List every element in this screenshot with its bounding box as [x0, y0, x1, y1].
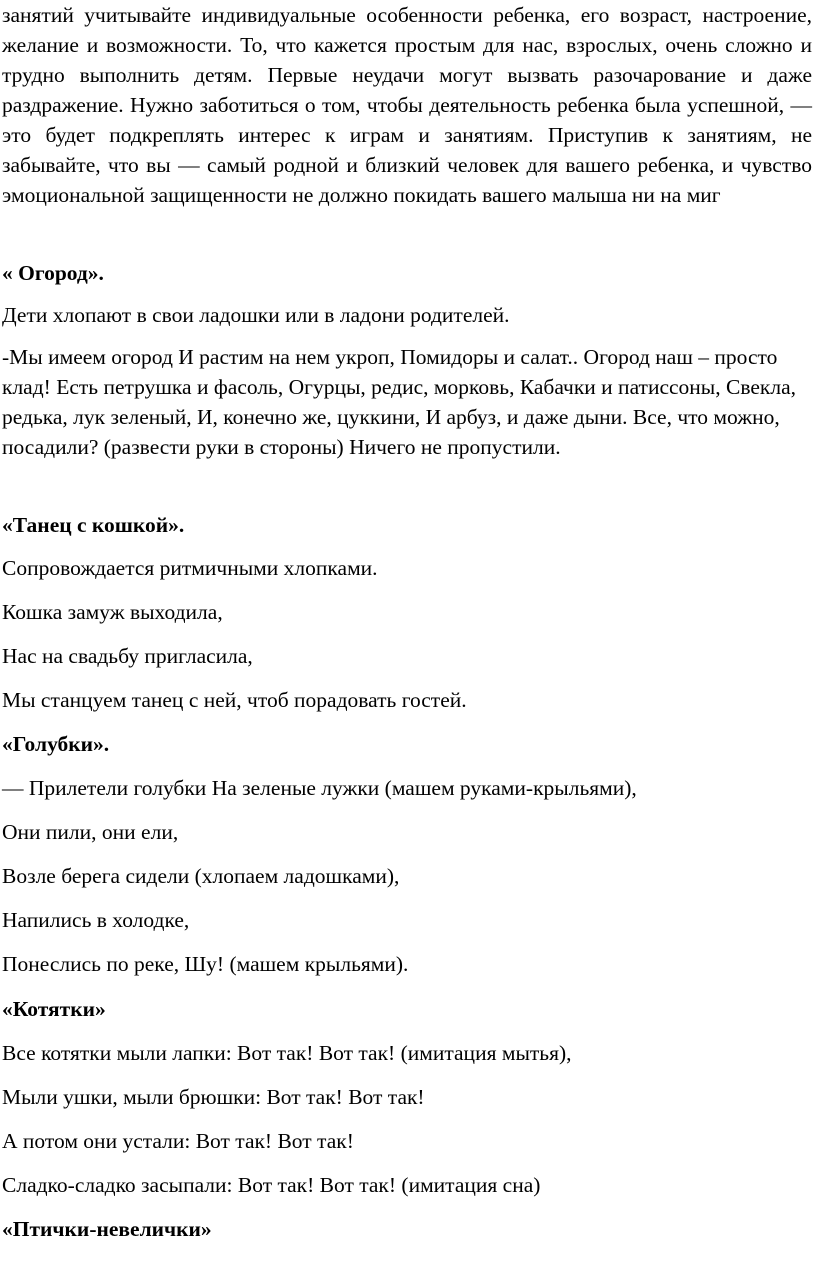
- heading-ogorod: « Огород».: [2, 261, 104, 285]
- ogorod-line-1: Дети хлопают в свои ладошки или в ладони родителей.: [2, 303, 510, 327]
- kotyatki-line-3: А потом они устали: Вот так! Вот так!: [2, 1129, 354, 1153]
- ogorod-text: -Мы имеем огород И растим на нем укроп, Помидоры и салат.. Огород наш – просто клад! Есть петрушка и фасоль, Огурцы, редис, морковь, Кабачки и патиссоны, Свекла, редька, лук зеленый, И, конечно же, цуккини, И арбуз, и даже дыни. Все, что можно, посадили? (развести руки в стороны) Ничего не пропустили.: [2, 345, 796, 459]
- heading-kotyatki: «Котятки»: [2, 997, 106, 1021]
- golubki-line-4: Напились в холодке,: [2, 908, 190, 932]
- tanets-line-3: Нас на свадьбу пригласила,: [2, 644, 253, 668]
- golubki-line-5: Понеслись по реке, Шу! (машем крыльями).: [2, 952, 409, 976]
- tanets-line-2: Кошка замуж выходила,: [2, 600, 223, 624]
- golubki-line-3: Возле берега сидели (хлопаем ладошками),: [2, 864, 400, 888]
- golubki-line-1: — Прилетели голубки На зеленые лужки (машем руками-крыльями),: [2, 776, 637, 800]
- intro-paragraph: занятий учитывайте индивидуальные особенности ребенка, его возраст, настроение, желание и возможности. То, что кажется простым для нас, взрослых, очень сложно и трудно выполнить детям. Первые неудачи могут вызвать разочарование и даже раздражение. Нужно заботиться о том, чтобы деятельность ребенка была успешной, — это будет подкреплять интерес к играм и занятиям. Приступив к занятиям, не забывайте, что вы — самый родной и близкий человек для вашего ребенка, и чувство эмоциональной защищенности не должно покидать вашего малыша ни на миг: [2, 3, 812, 207]
- heading-golubki: «Голубки».: [2, 732, 110, 756]
- golubki-line-2: Они пили, они ели,: [2, 820, 179, 844]
- kotyatki-line-4: Сладко-сладко засыпали: Вот так! Вот так! (имитация сна): [2, 1173, 541, 1197]
- tanets-line-4: Мы станцуем танец с ней, чтоб порадовать гостей.: [2, 688, 467, 712]
- heading-ptichki: «Птички-невелички»: [2, 1217, 212, 1241]
- heading-tanets: «Танец с кошкой».: [2, 513, 185, 537]
- kotyatki-line-1: Все котятки мыли лапки: Вот так! Вот так! (имитация мытья),: [2, 1041, 572, 1065]
- tanets-line-1: Сопровождается ритмичными хлопками.: [2, 556, 378, 580]
- kotyatki-line-2: Мыли ушки, мыли брюшки: Вот так! Вот так!: [2, 1085, 425, 1109]
